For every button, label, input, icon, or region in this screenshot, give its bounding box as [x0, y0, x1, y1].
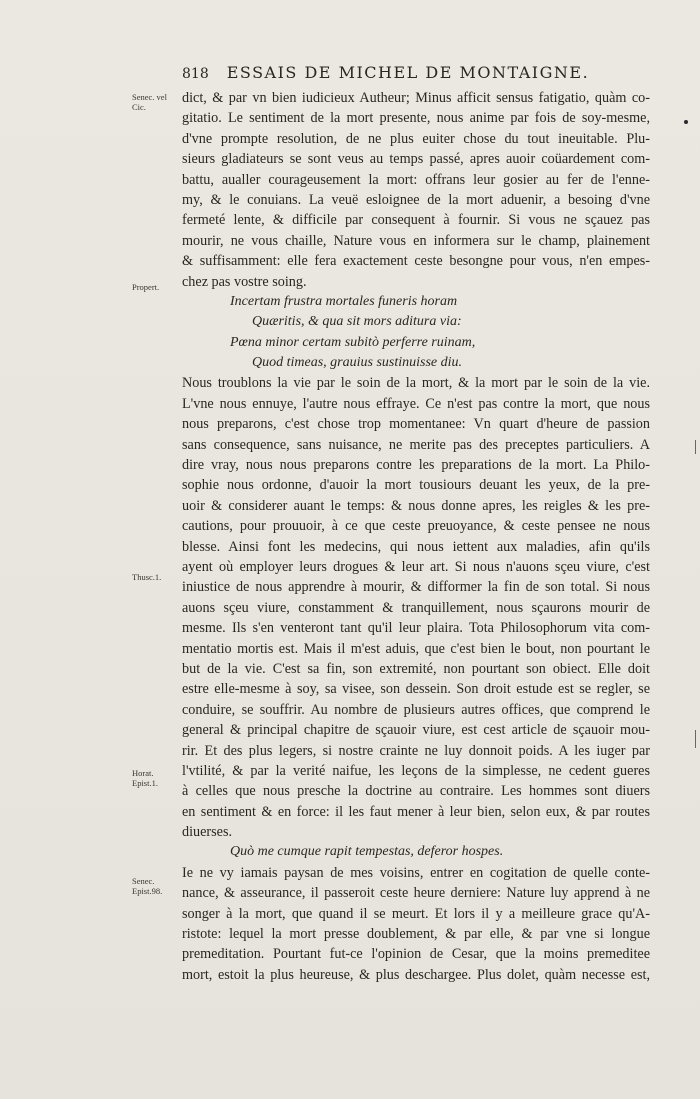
text-line: ristote: lequel la mort presse doublement, & par elle, & par vne si longue	[182, 926, 650, 943]
text-line: mort, estoit la plus heureuse, & plus deschargee. Plus dolet, quàm necesse est,	[182, 966, 650, 983]
text-line: cautions, pour prouuoir, à ce que ceste preuoyance, & ceste pensee ne nous	[182, 518, 650, 535]
text-line: blesse. Ainsi font les medecins, qui nous iettent aux maladies, afin qu'ils	[182, 538, 650, 555]
text-line: d'vne prompte resolution, de ne plus euiter chose du tout ineuitable. Plu-	[182, 130, 650, 147]
verse-line: Pœna minor certam subitò perferre ruinam,	[230, 334, 476, 350]
text-line: conduire, se souffrir. Au nombre de plusieurs autres offices, que comprend le	[182, 701, 650, 718]
text-line: estre elle-mesme à soy, sa visee, son dessein. Son droit estude est se regler, se	[182, 681, 650, 698]
text-line: dict, & par vn bien iudicieux Autheur; Minus afficit sensus fatigatio, quàm co-	[182, 90, 650, 106]
text-line: dire vray, nous nous preparons contre les preparations de la mort. La Philo-	[182, 457, 650, 474]
text-line: nous preparons, c'est chose trop momentanee: Vn quart d'heure de passion	[182, 416, 650, 433]
text-line: l'vtilité, & par la verité naifue, les leçons de la simplesse, ne cedent gueres	[182, 762, 650, 779]
text-line: & suffisamment: elle fera exactement ceste besongne pour vous, n'en empes-	[182, 253, 650, 270]
text-line: iniustice de nous apprendre à mourir, & difformer la fin de son total. Si nous	[182, 579, 650, 596]
sidenote-seneca-cic: Senec. vel Cic.	[132, 92, 167, 112]
page-edge-mark	[695, 440, 696, 454]
text-line: battu, aualler courageusement la mort: offrans leur gosier au fer de l'enne-	[182, 171, 650, 188]
running-title: ESSAIS DE MICHEL DE MONTAIGNE.	[226, 63, 590, 82]
text-line: sophie nous ordonne, d'auoir la mort tousiours deuant les yeux, de la pre-	[182, 477, 650, 494]
verse-line-horace: Quò me cumque rapit tempestas, deferor hospes.	[230, 844, 504, 860]
text-line: rir. Et des plus legers, si nostre crainte ne luy donnoit poids. A les iuger par	[182, 742, 650, 759]
sidenote-propert: Propert.	[132, 282, 160, 292]
text-line: L'vne nous ennuye, l'autre nous effraye. Ce n'est pas contre la mort, que nous	[182, 395, 650, 412]
page-number: 818	[182, 66, 209, 82]
text-line: ayent où employer leurs drogues & leur art. Si nous n'auons sçeu viure, c'est	[182, 558, 650, 575]
text-line: Ie ne vy iamais paysan de mes voisins, entrer en cogitation de quelle conte-	[182, 864, 650, 881]
text-line: mourir, ne vous chaille, Nature vous en informera sur le champ, plainement	[182, 232, 650, 249]
text-line: nance, & asseurance, il passeroit ceste heure derniere: Nature luy apprend à ne	[182, 885, 650, 902]
text-line: songer à la mort, que quand il se meurt. Et lors il y a meilleure grace qu'A-	[182, 905, 650, 922]
text-line: à celles que nous presche la doctrine au contraire. Les hommes sont diuers	[182, 783, 650, 800]
text-line: diuerses.	[182, 824, 233, 841]
text-line: premeditation. Pourtant fut-ce l'opinion de Cesar, que la moins premeditee	[182, 946, 650, 963]
margin-ink-dot	[684, 120, 688, 124]
text-line: en sentiment & en force: il les faut mener à leur bien, selon eux, & par routes	[182, 803, 650, 820]
text-line: uoir & considerer auant le temps: & nous donne apres, les reigles & les pre-	[182, 497, 650, 514]
page-edge-mark	[695, 730, 696, 748]
text-line: sans consequence, sans nuisance, ne merite pas des preceptes particuliers. A	[182, 436, 650, 453]
text-line: mesme. Ils s'en venteront tant qu'il leur plaira. Tota Philosophorum vita com-	[182, 620, 650, 637]
text-line: mentatio mortis est. Mais il m'est aduis, que c'est bien le bout, non pourtant le	[182, 640, 650, 657]
verse-line: Incertam frustra mortales funeris horam	[230, 293, 458, 309]
text-line: fermeté lente, & difficile par consequent à fournir. Si vous ne sçauez pas	[182, 212, 650, 229]
sidenote-horat: Horat. Epist.1.	[132, 768, 158, 788]
text-line: gitatio. Le sentiment de la mort presente, nous anime par fois de soy-mesme,	[182, 110, 650, 127]
text-line: Nous troublons la vie par le soin de la mort, & la mort par le soin de la vie.	[182, 375, 650, 392]
sidenote-thusc: Thusc.1.	[132, 572, 162, 582]
text-line: sieurs gladiateurs se sont veus au temps passé, apres auoir coüardement com-	[182, 151, 650, 168]
sidenote-senec-epist: Senec. Epist.98.	[132, 876, 163, 896]
text-line: auons sçeu viure, constamment & tranquillement, nous sçaurons mourir de	[182, 599, 650, 616]
text-line: but de la vie. C'est sa fin, son extremité, non pourtant son obiect. Elle doit	[182, 660, 650, 677]
verse-line: Quæritis, & qua sit mors aditura via:	[252, 314, 462, 330]
running-header	[182, 63, 612, 82]
text-line: chez pas vostre soing.	[182, 273, 307, 290]
text-line: my, & le conuians. La veuë esloignee de la mort aduenir, a besoing d'vne	[182, 191, 650, 208]
main-text	[182, 88, 650, 985]
verse-line: Quod timeas, grauius sustinuisse diu.	[252, 355, 463, 371]
text-line: general & principal chapitre de sçauoir viure, est cest article de sçauoir mou-	[182, 722, 650, 739]
